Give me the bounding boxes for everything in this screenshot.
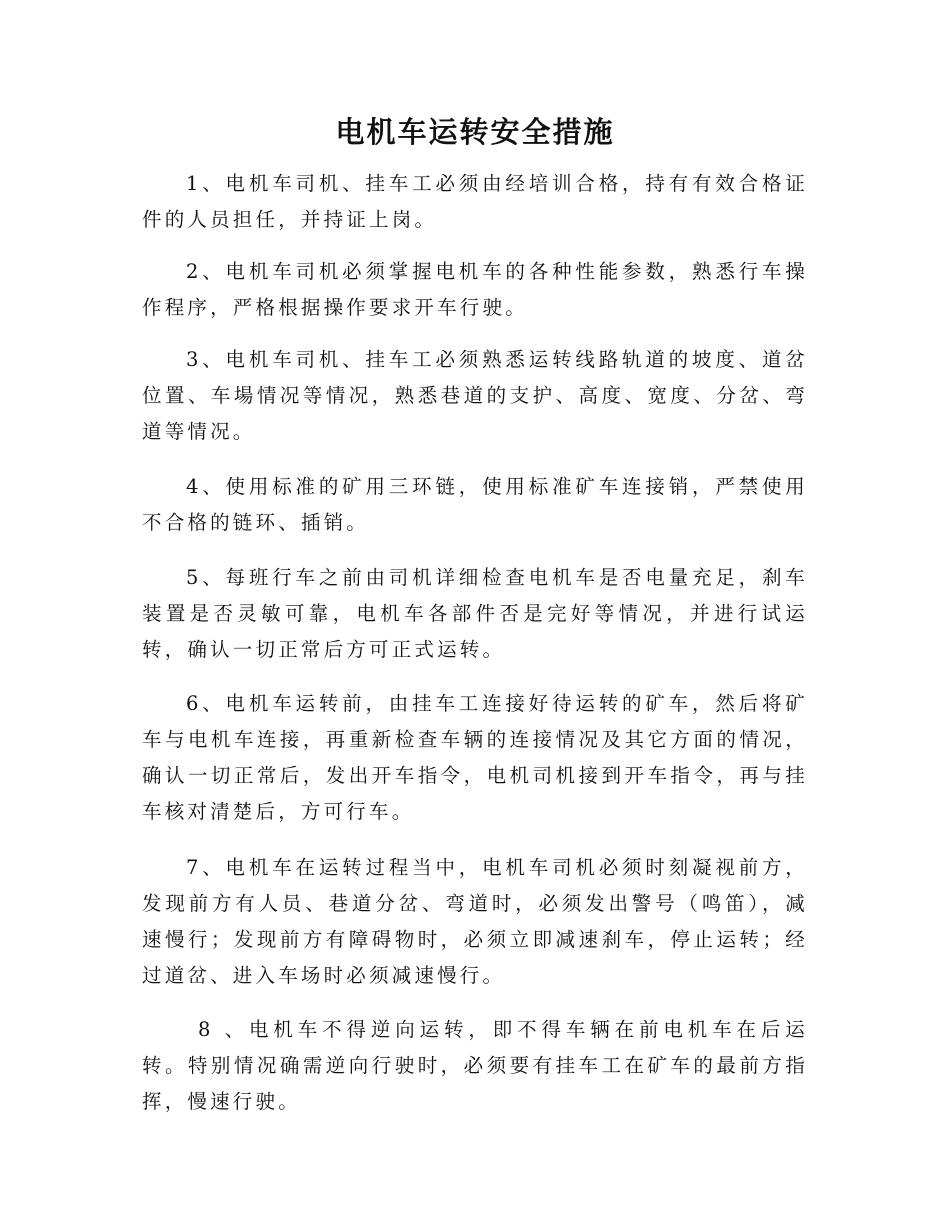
paragraph-5: 5、每班行车之前由司机详细检查电机车是否电量充足，刹车装置是否灵敏可靠，电机车各部件否是完好等情况，并进行试运转，确认一切正常后方可正式运转。 <box>142 566 808 661</box>
paragraph-1: 1、电机车司机、挂车工必须由经培训合格，持有有效合格证件的人员担任，并持证上岗。 <box>142 172 808 231</box>
paragraph-2: 2、电机车司机必须掌握电机车的各种性能参数，熟悉行车操作程序，严格根据操作要求开车行驶。 <box>142 260 808 319</box>
paragraph-8: 8 、电机车不得逆向运转，即不得车辆在前电机车在后运转。特别情况确需逆向行驶时，必须要有挂车工在矿车的最前方指挥，慢速行驶。 <box>142 1018 808 1113</box>
paragraph-7: 7、电机车在运转过程当中，电机车司机必须时刻凝视前方，发现前方有人员、巷道分岔、弯道时，必须发出警号（鸣笛），减速慢行；发现前方有障碍物时，必须立即减速刹车，停止运转；经过道岔、进入车场时必须减速慢行。 <box>142 856 808 987</box>
document-title: 电机车运转安全措施 <box>335 115 615 149</box>
paragraph-4: 4、使用标准的矿用三环链，使用标准矿车连接销，严禁使用不合格的链环、插销。 <box>142 475 808 534</box>
paragraph-6: 6、电机车运转前，由挂车工连接好待运转的矿车，然后将矿车与电机车连接，再重新检查车辆的连接情况及其它方面的情况，确认一切正常后，发出开车指令，电机司机接到开车指令，再与挂车核对清楚后，方可行车。 <box>142 692 808 823</box>
paragraph-3: 3、电机车司机、挂车工必须熟悉运转线路轨道的坡度、道岔位置、车場情况等情况，熟悉巷道的支护、高度、宽度、分岔、弯道等情况。 <box>142 348 808 443</box>
